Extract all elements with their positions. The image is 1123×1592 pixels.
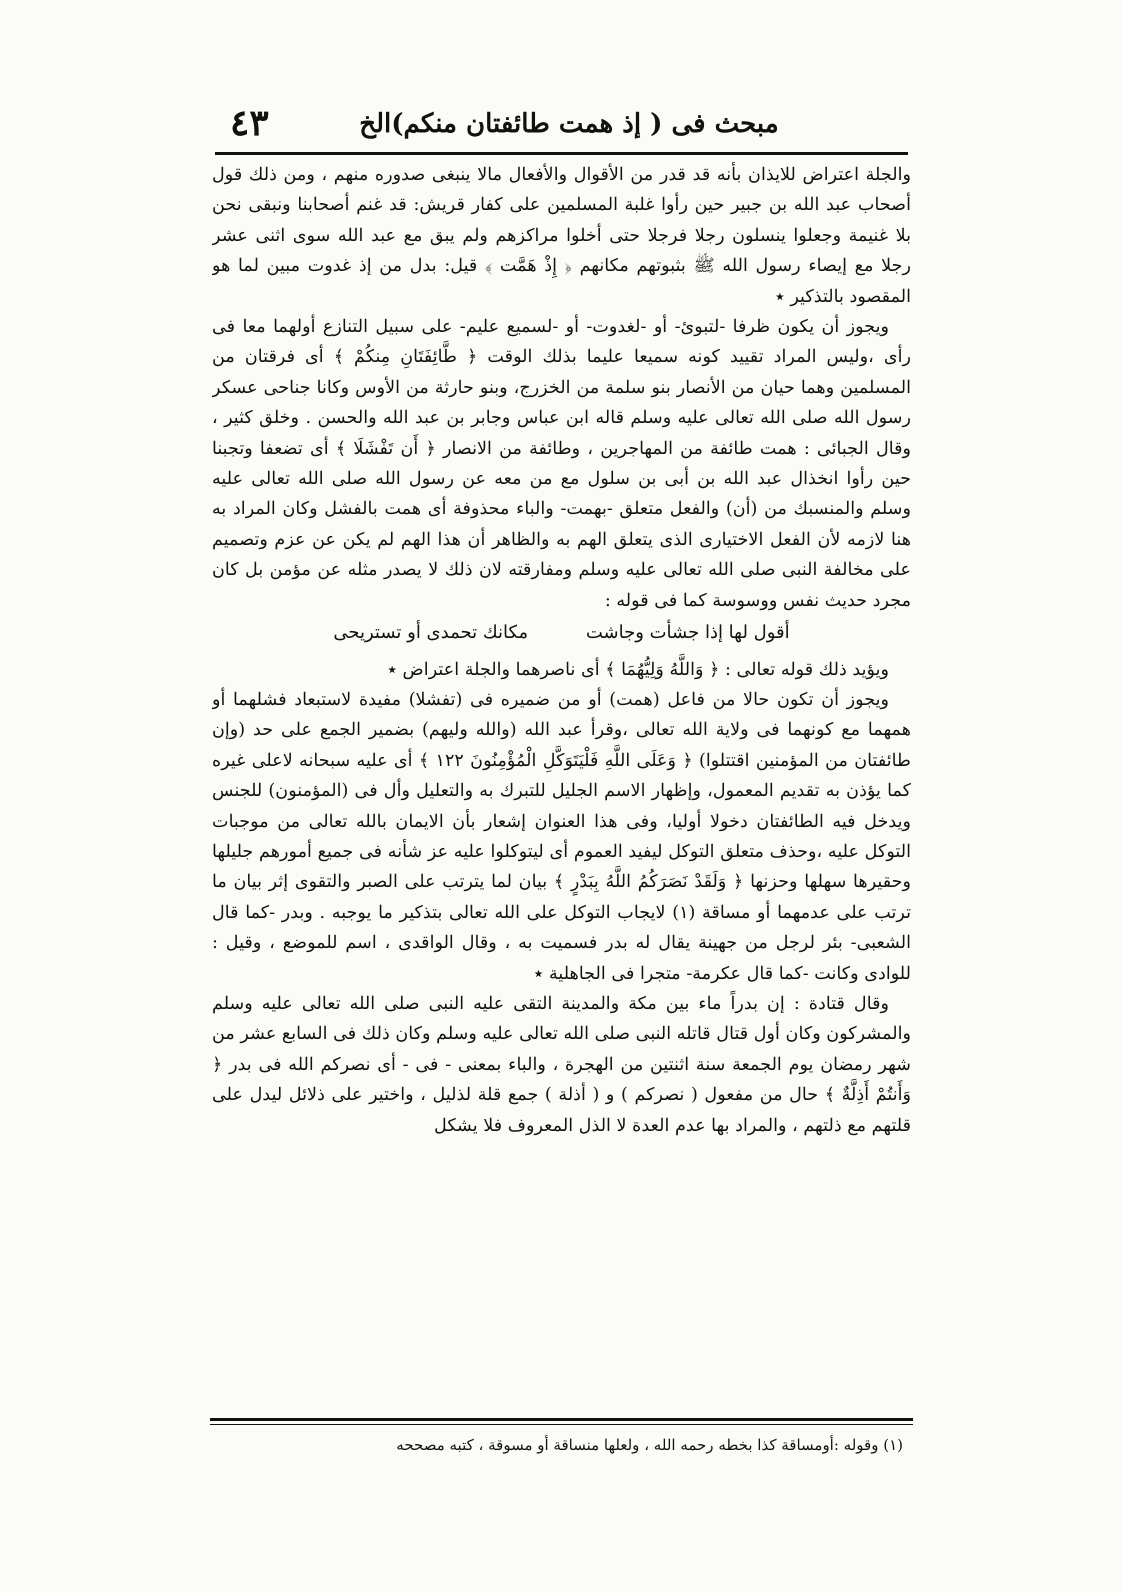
footnote: (١) وقوله :أومساقة كذا بخطه رحمه الله ، ولعلها منساقة أو مسوقة ، كتبه مصححه (396, 1436, 903, 1454)
footnote-rule-thick (210, 1418, 913, 1421)
paragraph: ويجوز أن يكون ظرفا -لتبوئ- أو -لغدوت- أو -لسميع عليم- على سبيل التنازع أولهما معا فى رأى ،وليس المراد تقييد كونه سميعا عليما بذلك الوقت ﴿ طَّائِفَتَانِ مِنكُمْ ﴾ أى فرقتان من المسلمين وهما حيان من الأنصار بنو سلمة من الخزرج، وبنو حارثة من الأوس وكانا جناحى عسكر رسول الله صلى الله تعالى عليه وسلم قاله ابن عباس وجابر بن عبد الله والحسن . وخلق كثير ، وقال الجبائى : همت طائفة من المهاجرين ، وطائفة من الانصار ﴿ أَن تَفْشَلَا ﴾ أى تضعفا وتجبنا حين رأوا انخذال عبد الله بن أبى بن سلول مع من معه عن رسول الله صلى الله تعالى عليه وسلم والمنسبك من (أن) والفعل متعلق -بهمت- والباء محذوفة أى همت بالفشل وكان المراد به هنا لازمه لأن الفعل الاختيارى الذى يتعلق الهم به والظاهر أن هذا الهم لم يكن عن عزم وتصميم على مخالفة النبى صلى الله تعالى عليه وسلم ومفارقته لان ذلك لا يصدر مثله عن مؤمن بل كان مجرد حديث نفس ووسوسة كما فى قوله : (212, 317, 911, 611)
main-text (212, 160, 911, 1410)
poetry-verse (212, 618, 911, 648)
paragraph: ويؤيد ذلك قوله تعالى : ﴿ وَاللَّهُ وَلِيُّهُمَا ﴾ أى ناصرهما والجلة اعتراض ٭ (387, 659, 889, 680)
footnote-rule-thin (210, 1424, 913, 1425)
paragraph: ويجوز أن تكون حالا من فاعل (همت) أو من ضميره فى (تفشلا) مفيدة لاستبعاد فشلهما أو همهما مع كونهما فى ولاية الله تعالى ،وقرأ عبد الله (والله وليهم) بضمير الجمع على حد (وإن طائفتان من المؤمنين اقتتلوا) ﴿ وَعَلَى اللَّهِ فَلْيَتَوَكَّلِ الْمُؤْمِنُونَ ١٢٢ ﴾ أى عليه سبحانه لاعلى غيره كما يؤذن به تقديم المعمول، وإظهار الاسم الجليل للتبرك به والتعليل وأل فى (المؤمنون) للجنس ويدخل فيه الطائفتان دخولا أوليا، وفى هذا العنوان إشعار بأن الايمان بالله تعالى من موجبات التوكل عليه ،وحذف متعلق التوكل ليفيد العموم أى ليتوكلوا عليه عز شأنه فى جميع أمورهم جليلها وحقيرها سهلها وحزنها ﴿ وَلَقَدْ نَصَرَكُمُ اللَّهُ بِبَدْرٍ ﴾ بيان لما يترتب على الصبر والتقوى إثر بيان ما ترتب على عدمهما أو مساقة (١) لايجاب التوكل على الله تعالى بتذكير ما يوجبه . وبدر -كما قال الشعبى- بئر لرجل من جهينة يقال له بدر فسميت به ، وقال الواقدى ، اسم للموضع ، وقيل : للوادى وكانت -كما قال عكرمة- متجرا فى الجاهلية ٭ (212, 689, 911, 984)
verse-second-hemistich: مكانك تحمدى أو تستريحى (333, 622, 529, 644)
paragraph: وقال قتادة : إن بدراً ماء بين مكة والمدينة التقى عليه النبى صلى الله تعالى عليه وسلم والمشركون وكان أول قتال قاتله النبى صلى الله تعالى عليه وسلم وكان ذلك فى السابع عشر من شهر رمضان يوم الجمعة سنة اثنتين من الهجرة ، والباء بمعنى - فى - أى نصركم الله فى بدر ﴿ وَأَنتُمْ أَذِلَّةٌ ﴾ حال من مفعول ( نصركم ) و ( أذلة ) جمع قلة لذليل ، واختير على ذلائل ليدل على قلتهم مع ذلتهم ، والمراد بها عدم العدة لا الذل المعروف فلا يشكل (212, 993, 911, 1136)
page-number: ٤٣ (230, 102, 269, 144)
running-title: مبحث فى ( إذ همت طائفتان منكم)الخ (359, 109, 779, 139)
paragraph: والجلة اعتراض للايذان بأنه قد قدر من الأقوال والأفعال مالا ينبغى صدوره منهم ، ومن ذلك قول أصحاب عبد الله بن جبير حين رأوا غلبة المسلمين على كفار قريش: قد غنم أصحابنا ونبقى نحن بلا غنيمة وجعلوا ينسلون رجلا فرجلا حتى أخلوا مراكزهم ولم يبق مع عبد الله سوى اثنى عشر رجلا مع إيصاء رسول الله ﷺ بثبوتهم مكانهم ﴿ إِذْ هَمَّت ﴾ قيل: بدل من إذ غدوت مبين لما هو المقصود بالتذكير ٭ (212, 165, 911, 307)
header-rule (215, 152, 908, 155)
page-header (230, 96, 908, 152)
verse-first-hemistich: أقول لها إذا جشأت وجاشت (585, 622, 790, 644)
